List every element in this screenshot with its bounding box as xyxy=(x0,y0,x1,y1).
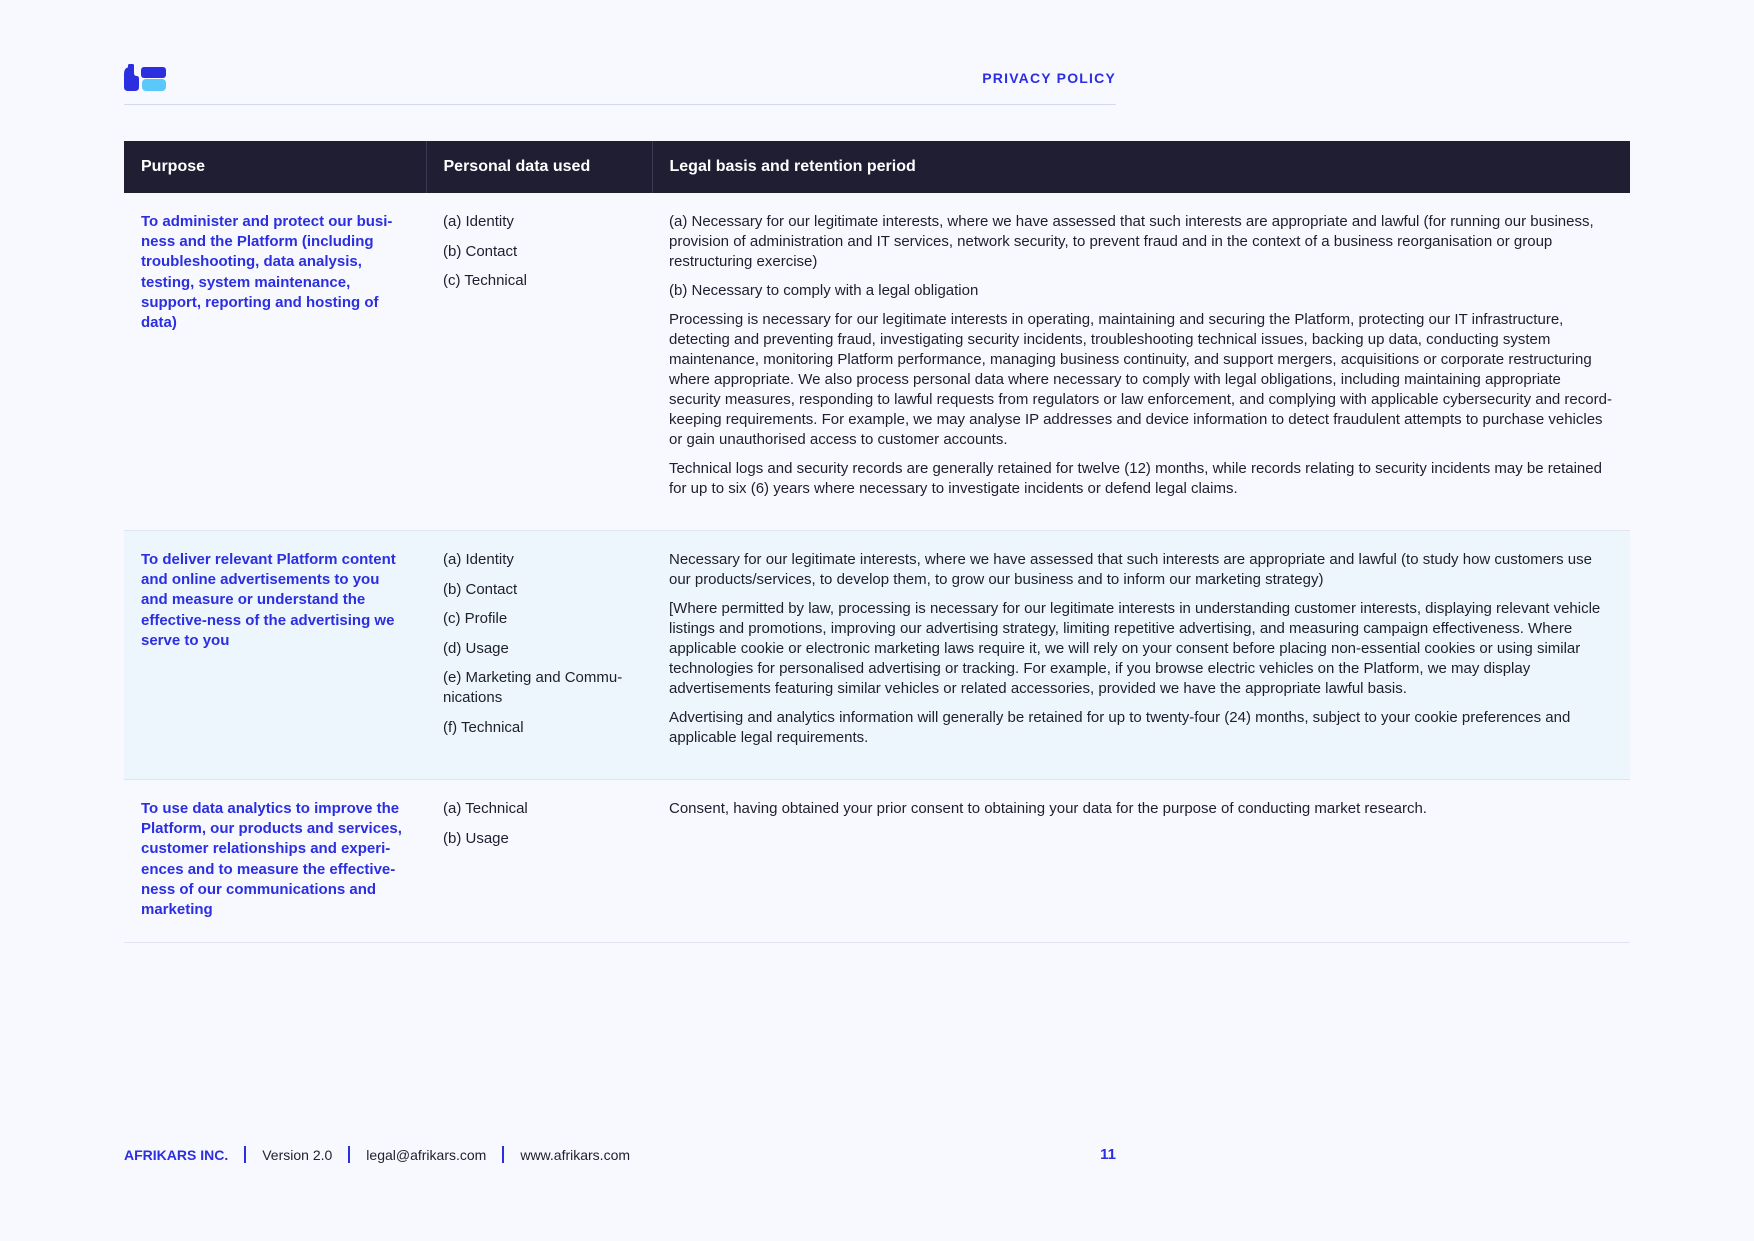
footer-version: Version 2.0 xyxy=(262,1146,333,1163)
footer-company: AFRIKARS INC. xyxy=(124,1146,229,1163)
retention-paragraph: Advertising and analytics information will generally be retained for up to twenty-four (24) months, subject to your cookie preferences and applicable legal requirements. xyxy=(669,709,1571,746)
footer-divider xyxy=(502,1146,504,1163)
legal-basis-cell xyxy=(652,531,1630,780)
table-row xyxy=(124,193,1630,531)
data-category: (b) Contact xyxy=(443,580,518,598)
data-category: (f) Technical xyxy=(443,718,524,736)
footer-email: legal@afrikars.com xyxy=(366,1146,487,1163)
purpose-cell xyxy=(124,193,426,531)
page-number: 11 xyxy=(1100,1146,1116,1163)
data-category: (c) Technical xyxy=(443,272,527,289)
personal-data-cell xyxy=(426,780,652,943)
data-category: (a) Technical xyxy=(443,800,528,817)
column-header-legal-basis: Legal basis and retention period xyxy=(652,141,1630,193)
legal-basis-paragraph: Processing is necessary for our legitimate interests in operating, maintaining and securing the Platform, protecting our IT infrastructure, detecting and preventing fraud, investigating security incidents, troubleshooting technical issues, backing up data, conducting system maintenance, monitoring Platform performance, managing business continuity, and support mergers, acquisitions or corporate restructuring where appropriate. We also process personal data where necessary to comply with legal obligations, including maintaining appropriate security measures, responding to lawful requests from regulators or law enforcement, and complying with applicable cybersecurity and record-keeping requirements. For example, we may analyse IP addresses and device information to detect fraudulent attempts to purchase vehicles or gain unauthorised access to customer accounts. xyxy=(669,311,1612,448)
personal-data-cell xyxy=(426,193,652,531)
legal-basis-paragraph: (a) Necessary for our legitimate interests, where we have assessed that such interests are appropriate and lawful (for running our business, provision of administration and IT services, network security, to prevent fraud and in the context of a business reorganisation or group restructuring exercise) xyxy=(669,213,1594,270)
data-category: (a) Identity xyxy=(443,551,514,568)
legal-basis-cell xyxy=(652,193,1630,531)
footer-website: www.afrikars.com xyxy=(520,1146,631,1163)
retention-paragraph: Technical logs and security records are generally retained for twelve (12) months, while records relating to security incidents may be retained for up to six (6) years where necessary to investigate incidents or defend legal claims. xyxy=(669,460,1602,497)
brand-logo-icon xyxy=(124,64,166,94)
table-row xyxy=(124,780,1630,943)
data-category: (e) Marketing and Commu-nications xyxy=(443,669,623,706)
legal-basis-paragraph: Consent, having obtained your prior consent to obtaining your data for the purpose of conducting market research. xyxy=(669,800,1427,817)
data-category: (c) Profile xyxy=(443,610,508,627)
purpose-cell xyxy=(124,780,426,943)
policy-table xyxy=(124,141,1630,943)
header-divider xyxy=(124,104,1116,105)
footer-divider xyxy=(244,1146,246,1163)
table-header-row xyxy=(124,141,1630,193)
purpose-cell xyxy=(124,531,426,780)
column-header-purpose: Purpose xyxy=(124,141,426,193)
personal-data-cell xyxy=(426,531,652,780)
document-title: PRIVACY POLICY xyxy=(982,70,1116,86)
column-header-personal-data: Personal data used xyxy=(426,141,652,193)
purpose-text: To deliver relevant Platform content and online advertisements to you and measure or understand the effective-ness of the advertising we serve to you xyxy=(141,551,396,649)
purpose-text: To use data analytics to improve the Platform, our products and services, customer relationships and experi-ences and to measure the effective-ness of our communications and marketing xyxy=(141,800,402,919)
legal-basis-paragraph: Necessary for our legitimate interests, where we have assessed that such interests are appropriate and lawful (to study how customers use our products/services, to develop them, to grow our business and to inform our marketing strategy) xyxy=(669,551,1592,588)
page-footer xyxy=(124,1146,630,1163)
data-category: (b) Contact xyxy=(443,242,518,260)
legal-basis-paragraph: (b) Necessary to comply with a legal obligation xyxy=(669,282,979,299)
footer-divider xyxy=(348,1146,350,1163)
data-category: (d) Usage xyxy=(443,639,509,657)
table-row xyxy=(124,531,1630,780)
data-category: (a) Identity xyxy=(443,213,514,230)
legal-basis-paragraph: [Where permitted by law, processing is necessary for our legitimate interests in understanding customer interests, displaying relevant vehicle listings and promotions, improving our advertising strategy, limiting repetitive advertising, and measuring campaign effectiveness. Where applicable cookie or electronic marketing laws require it, we will rely on your consent before placing non-essential cookies or using similar technologies for personalised advertising or tracking. For example, if you browse electric vehicles on the Platform, we may display advertisements featuring similar vehicles or related accessories, provided we have the appropriate lawful basis. xyxy=(669,600,1601,697)
data-category: (b) Usage xyxy=(443,829,509,847)
purpose-text: To administer and protect our busi-ness and the Platform (including troubleshooting, data analysis, testing, system maintenance, support, reporting and hosting of data) xyxy=(141,213,393,332)
legal-basis-cell xyxy=(652,780,1630,943)
